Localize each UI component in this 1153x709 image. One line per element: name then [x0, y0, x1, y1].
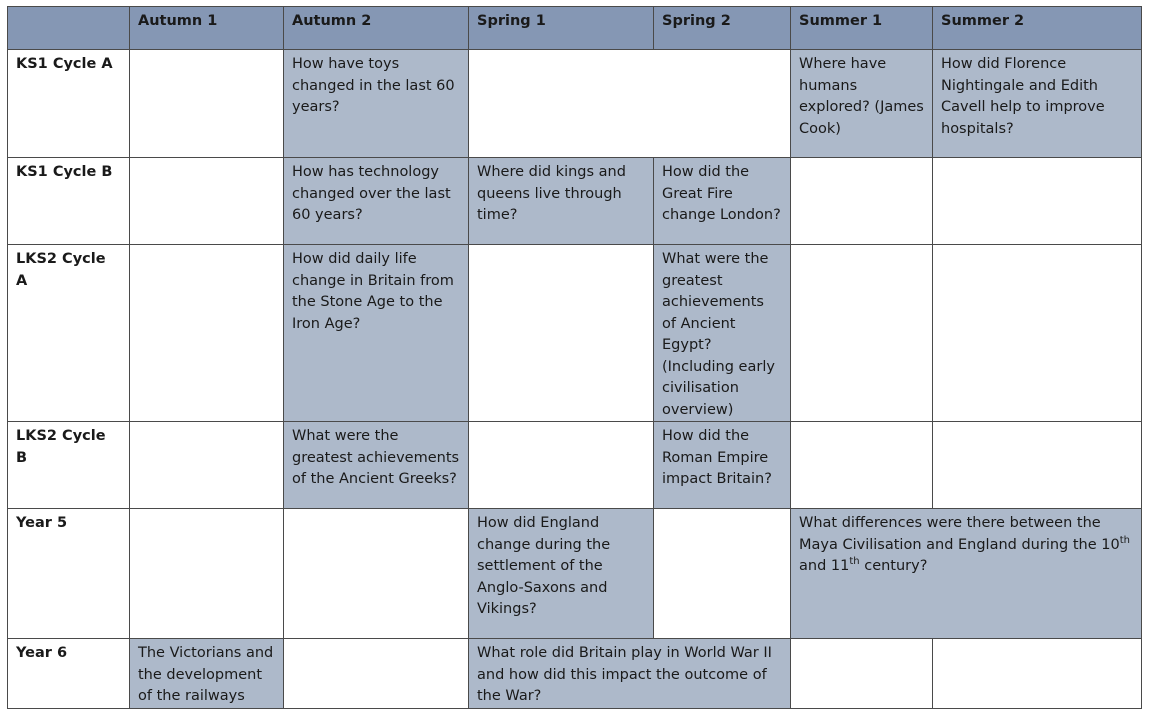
row-label: Year 5 — [8, 509, 130, 639]
empty-cell — [654, 509, 791, 639]
topic-cell: How did the Great Fire change London? — [654, 158, 791, 245]
topic-cell: Where have humans explored? (James Cook) — [791, 50, 933, 158]
table-row — [8, 158, 1142, 245]
empty-cell — [130, 422, 284, 509]
row-label: KS1 Cycle B — [8, 158, 130, 245]
topic-text: What differences were there between the Maya Civilisation and England during the 10 — [799, 515, 1120, 553]
empty-cell — [130, 245, 284, 422]
header-autumn-2: Autumn 2 — [284, 7, 469, 50]
ordinal-suffix: th — [849, 556, 860, 568]
topic-cell: How have toys changed in the last 60 years? — [284, 50, 469, 158]
row-label: KS1 Cycle A — [8, 50, 130, 158]
empty-cell — [469, 245, 654, 422]
table-row — [8, 245, 1142, 422]
topic-cell: How did daily life change in Britain from the Stone Age to the Iron Age? — [284, 245, 469, 422]
empty-cell — [469, 422, 654, 509]
empty-cell — [791, 422, 933, 509]
topic-cell: Where did kings and queens live through time? — [469, 158, 654, 245]
header-spring-1: Spring 1 — [469, 7, 654, 50]
header-corner-cell — [8, 7, 130, 50]
header-spring-2: Spring 2 — [654, 7, 791, 50]
row-label: LKS2 Cycle B — [8, 422, 130, 509]
table-row — [8, 639, 1142, 709]
empty-cell — [933, 158, 1142, 245]
table-row — [8, 422, 1142, 509]
empty-cell — [791, 639, 933, 709]
ordinal-suffix: th — [1119, 534, 1130, 546]
topic-cell: What role did Britain play in World War II and how did this impact the outcome of the War? — [469, 639, 791, 709]
header-autumn-1: Autumn 1 — [130, 7, 284, 50]
topic-cell: How did England change during the settlement of the Anglo-Saxons and Vikings? — [469, 509, 654, 639]
table-row — [8, 509, 1142, 639]
empty-cell — [791, 158, 933, 245]
header-row — [8, 7, 1142, 50]
empty-cell — [469, 50, 791, 158]
header-summer-1: Summer 1 — [791, 7, 933, 50]
empty-cell — [933, 422, 1142, 509]
topic-cell: What were the greatest achievements of Ancient Egypt? (Including early civilisation overview) — [654, 245, 791, 422]
topic-text: and 11 — [799, 558, 850, 574]
empty-cell — [791, 245, 933, 422]
empty-cell — [284, 639, 469, 709]
topic-text: century? — [859, 558, 928, 574]
topic-cell: How did Florence Nightingale and Edith Cavell help to improve hospitals? — [933, 50, 1142, 158]
empty-cell — [933, 639, 1142, 709]
empty-cell — [130, 509, 284, 639]
topic-cell: The Victorians and the development of the railways — [130, 639, 284, 709]
history-curriculum-table — [7, 6, 1142, 709]
topic-cell-summer — [791, 509, 1142, 639]
empty-cell — [933, 245, 1142, 422]
empty-cell — [130, 50, 284, 158]
row-label: Year 6 — [8, 639, 130, 709]
topic-cell: How did the Roman Empire impact Britain? — [654, 422, 791, 509]
header-summer-2: Summer 2 — [933, 7, 1142, 50]
table-row — [8, 50, 1142, 158]
topic-cell: How has technology changed over the last 60 years? — [284, 158, 469, 245]
row-label: LKS2 Cycle A — [8, 245, 130, 422]
empty-cell — [130, 158, 284, 245]
empty-cell — [284, 509, 469, 639]
topic-cell: What were the greatest achievements of the Ancient Greeks? — [284, 422, 469, 509]
